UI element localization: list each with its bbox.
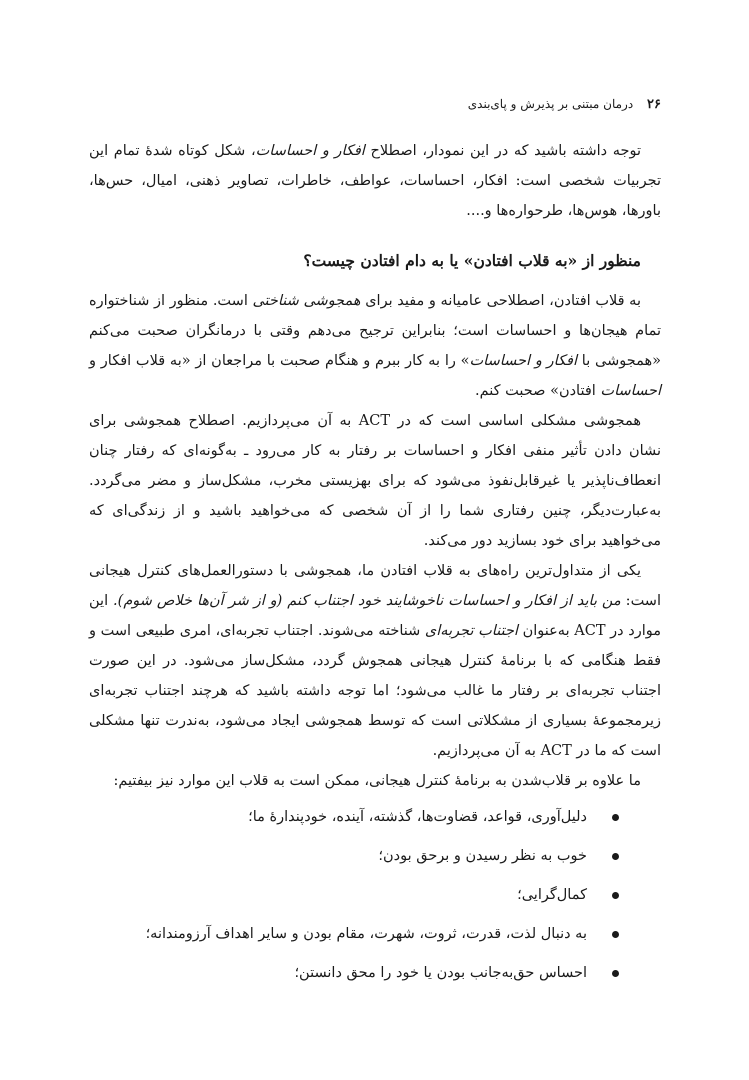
bullet-icon [612,970,619,977]
bullet-list [89,802,661,988]
body-paragraph: همجوشی مشکلی اساسی است که در ACT به آن می‌پردازیم. اصطلاح همجوشی برای نشان دادن تأثیر منفی افکار و احساسات بر رفتار به کار می‌رود ـ به‌گونه‌ای که رفتار چنان انعطاف‌ناپذیر یا غیرقابل‌نفوذ می‌شود که برای بهزیستی مخرب، مشکل‌ساز و مضر می‌گردد. به‌عبارت‌دیگر، چنین رفتاری شما را از آن شخصی که می‌خواهید باشید و از زندگی‌ای که می‌خواهید برای خود بسازید دور می‌کند. [89,413,661,549]
page-content [89,136,661,997]
emphasis-text: اجتناب تجربه‌ای [424,623,518,639]
emphasis-text: همجوشی شناختی [252,293,361,309]
book-title: درمان مبتنی بر پذیرش و پای‌بندی [467,97,634,111]
emphasis-text: احساسات [600,383,661,399]
bullet-icon [612,814,619,821]
body-paragraph: ما علاوه بر قلاب‌شدن به برنامهٔ کنترل هیجانی، ممکن است به قلاب این موارد نیز بیفتیم: [113,773,641,789]
bullet-icon [612,931,619,938]
bullet-icon [612,892,619,899]
bullet-icon [612,853,619,860]
emphasis-text: افکار و احساسات [469,353,578,369]
running-header [88,94,661,114]
list-item: احساس حق‌به‌جانب بودن یا خود را محق دانستن؛ [89,958,619,988]
section-heading: منظور از «به قلاب افتادن» یا به دام افتادن چیست؟ [303,251,641,270]
list-item: به دنبال لذت، قدرت، ثروت، شهرت، مقام بودن و سایر اهداف آرزومندانه؛ [89,919,619,949]
body-paragraph: به قلاب افتادن، اصطلاحی عامیانه و مفید برای همجوشی شناختی است. منظور از شناختواره تمام هیجان‌ها و احساسات است؛ بنابراین ترجیح می‌دهم وقتی با درمانگران صحبت می‌کنم «همجوشی با افکار و احساسات» را به کار ببرم و هنگام صحبت با مراجعان از «به قلاب افکار و احساسات افتادن» صحبت کنم. [89,293,661,399]
emphasis-text: افکار و احساسات [255,143,365,159]
list-item: خوب به نظر رسیدن و برحق بودن؛ [89,841,619,871]
list-item: کمال‌گرایی؛ [89,880,619,910]
emphasis-text: من باید از افکار و احساسات ناخوشایند خود اجتناب کنم (و از شر آن‌ها خلاص شوم). [113,593,621,609]
page-number: ۲۶ [647,97,661,112]
intro-paragraph: توجه داشته باشید که در این نمودار، اصطلاح افکار و احساسات، شکل کوتاه شدهٔ تمام این تجربیات شخصی است: افکار، احساسات، عواطف، خاطرات، تصاویر ذهنی، امیال، حس‌ها، باورها، هوس‌ها، طرحواره‌ها و.... [89,143,661,219]
list-item: دلیل‌آوری، قواعد، قضاوت‌ها، گذشته، آینده، خودپندارهٔ ما؛ [89,802,619,832]
body-paragraph: یکی از متداول‌ترین راه‌های به قلاب افتادن ما، همجوشی با دستورالعمل‌های کنترل هیجانی است: من باید از افکار و احساسات ناخوشایند خود اجتناب کنم (و از شر آن‌ها خلاص شوم). این موارد در ACT به‌عنوان اجتناب تجربه‌ای شناخته می‌شوند. اجتناب تجربه‌ای، امری طبیعی است و فقط هنگامی که با برنامهٔ کنترل هیجانی همجوش گردد، مشکل‌ساز می‌شود. در این صورت اجتناب تجربه‌ای بر رفتار ما غالب می‌شود؛ اما توجه داشته باشید که هرچند اجتناب تجربه‌ای زیرمجموعهٔ بسیاری از مشکلاتی است که توسط همجوشی ایجاد می‌شود، به‌ندرت تنها مشکلی است که ما در ACT به آن می‌پردازیم. [89,563,661,759]
